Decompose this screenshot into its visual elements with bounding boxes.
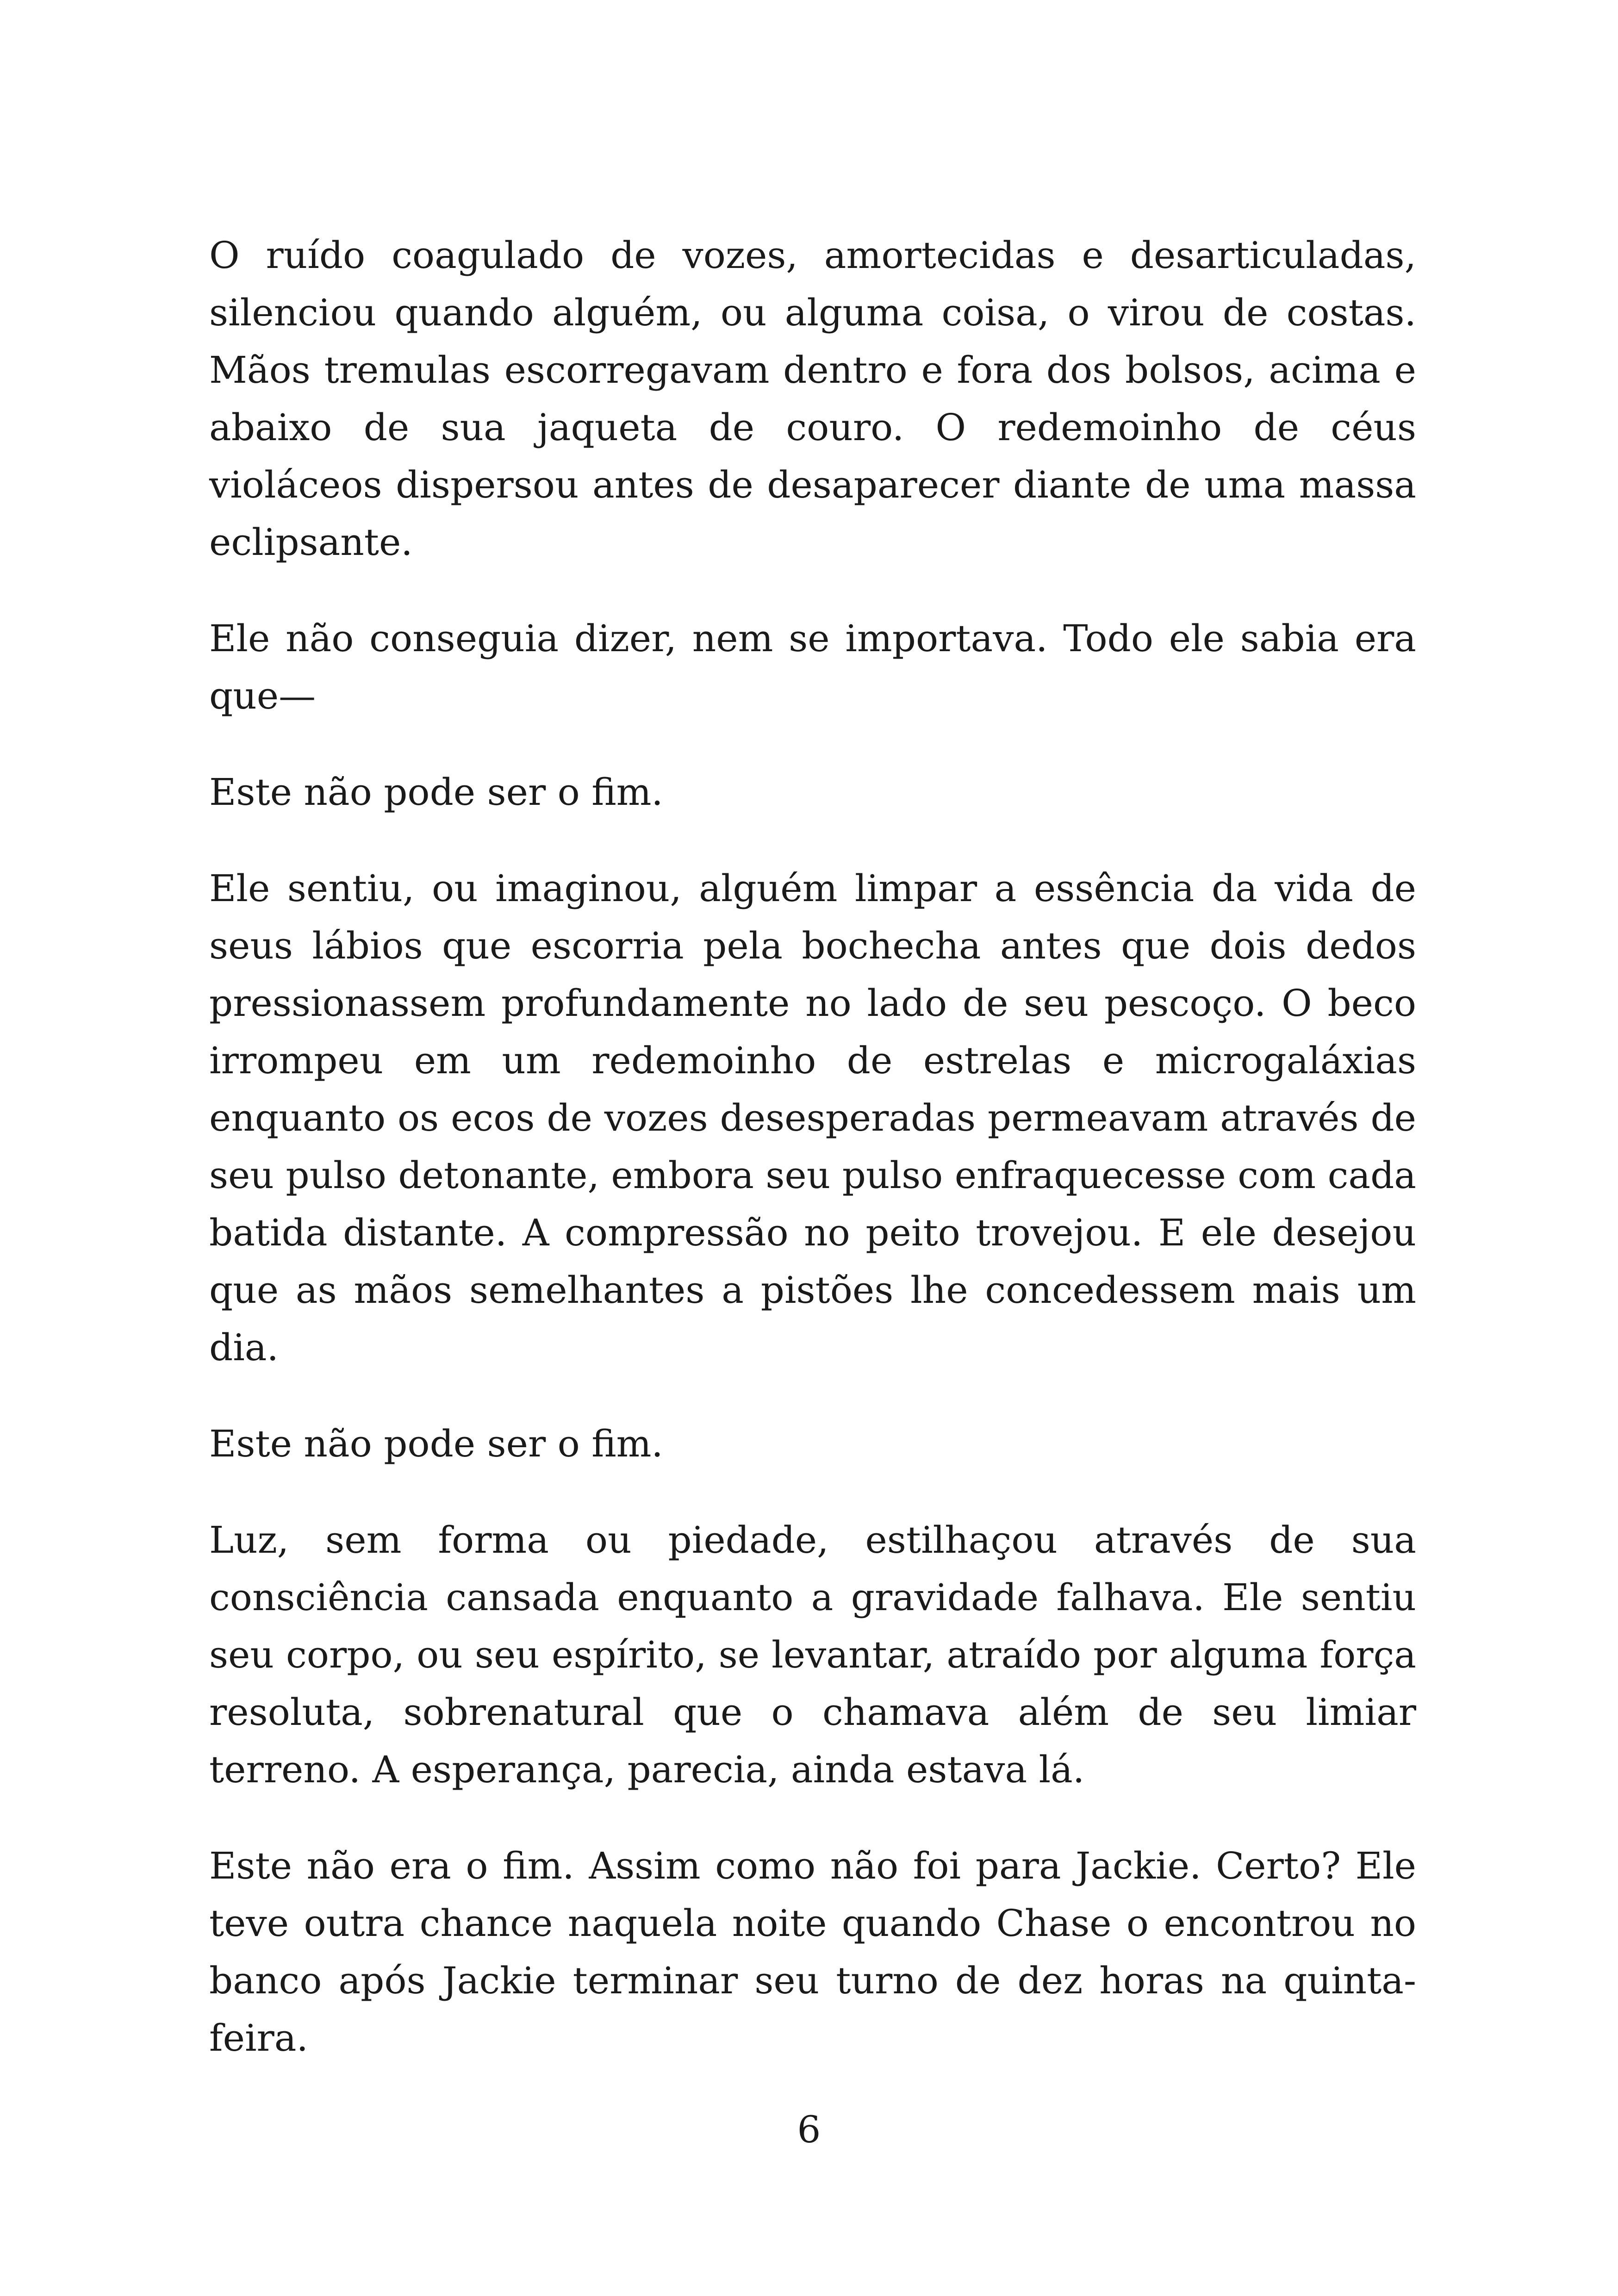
paragraph: Ele sentiu, ou imaginou, alguém limpar a essência da vida de seus lábios que escorria pela bochecha antes que dois dedos pressionassem profundamente no lado de seu pescoço. O beco irrompeu em um redemoinho de estrelas e microgaláxias enquanto os ecos de vozes desesperadas permeavam através de seu pulso detonante, embora seu pulso enfraquecesse com cada batida distante. A compressão no peito trovejou. E ele desejou que as mãos semelhantes a pistões lhe concedessem mais um dia. [209, 867, 1416, 1369]
paragraph: Este não pode ser o fim. [209, 1422, 663, 1465]
page-number: 6 [797, 2108, 821, 2151]
paragraph: Este não pode ser o fim. [209, 771, 663, 814]
paragraph: Luz, sem forma ou piedade, estilhaçou através de sua consciência cansada enquanto a gravidade falhava. Ele sentiu seu corpo, ou seu espírito, se levantar, atraído por alguma força resoluta, sobrenatural que o chamava além de seu limiar terreno. A esperança, parecia, ainda estava lá. [209, 1518, 1416, 1791]
paragraph: O ruído coagulado de vozes, amortecidas e desarticuladas, silenciou quando alguém, ou alguma coisa, o virou de costas. Mãos tremulas escorregavam dentro e fora dos bolsos, acima e abaixo de sua jaqueta de couro. O redemoinho de céus violáceos dispersou antes de desaparecer diante de uma massa eclipsante. [209, 234, 1416, 564]
paragraph: Ele não conseguia dizer, nem se importava. Todo ele sabia era que— [209, 617, 1416, 717]
paragraph: Este não era o fim. Assim como não foi para Jackie. Certo? Ele teve outra chance naquela noite quando Chase o encontrou no banco após Jackie terminar seu turno de dez horas na quinta-feira. [209, 1844, 1416, 2060]
page-body [209, 227, 1416, 2106]
